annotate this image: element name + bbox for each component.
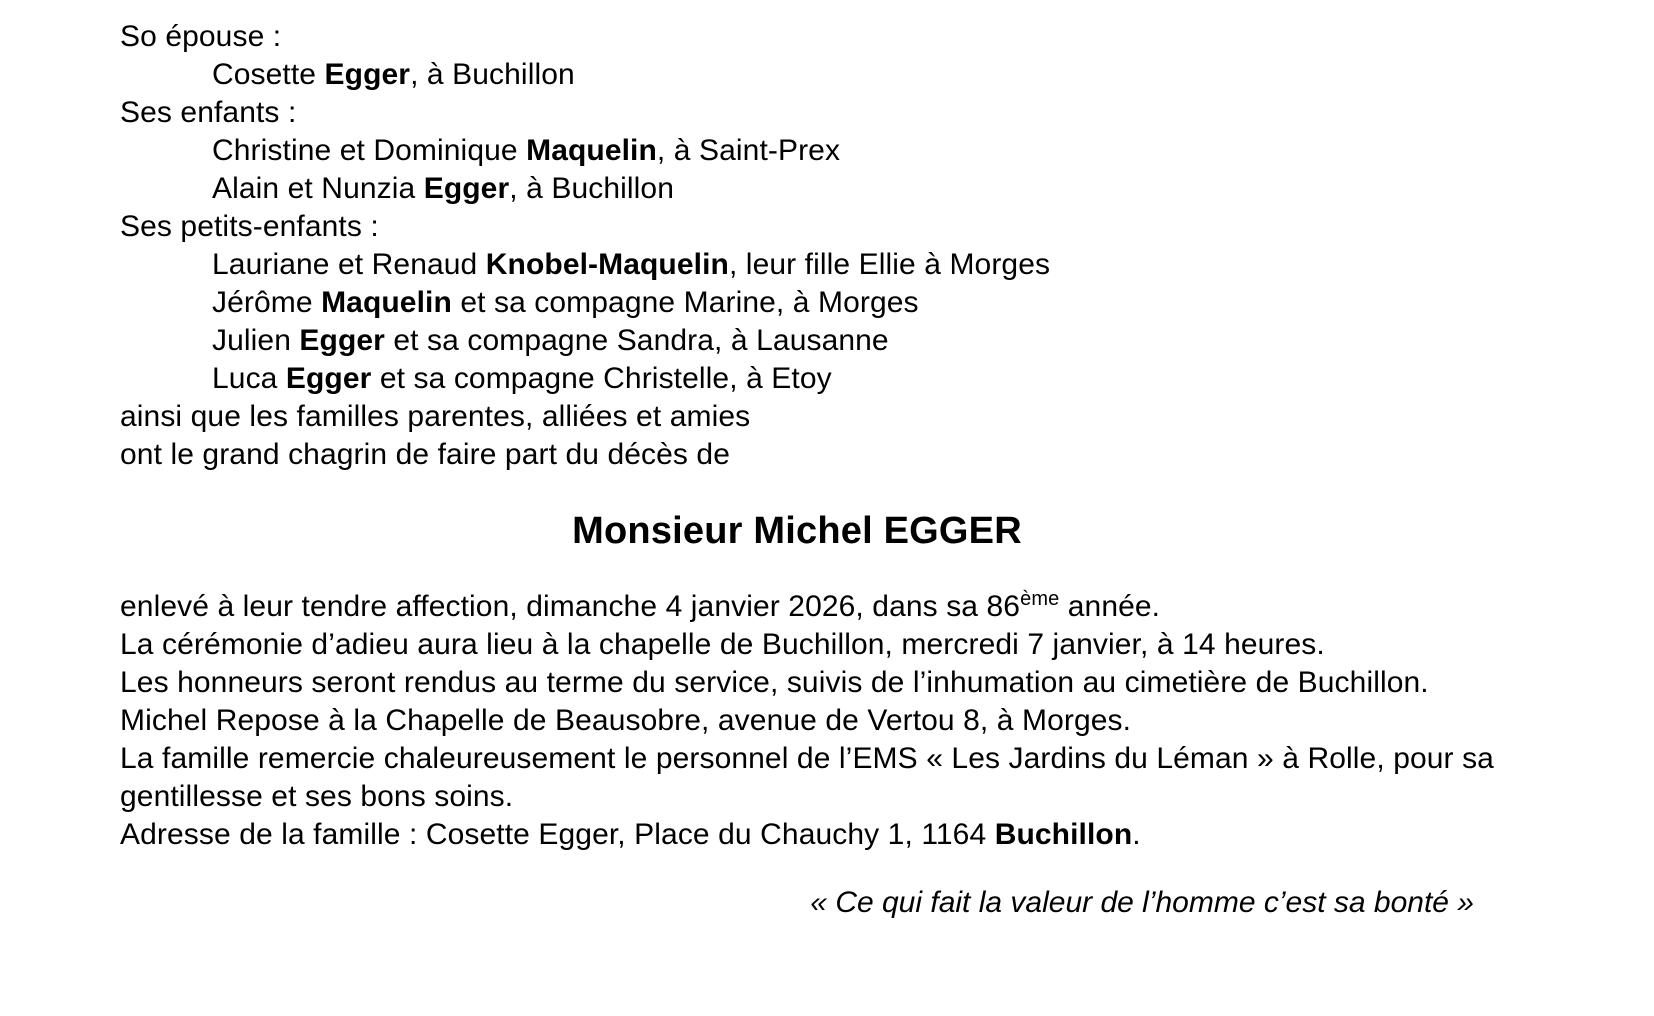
grandchild-surname: Egger <box>285 362 372 395</box>
grandchild-prefix: Luca <box>212 362 286 395</box>
spouse-entry-prefix: Cosette <box>212 58 325 91</box>
grandchild-suffix: et sa compagne Sandra, à Lausanne <box>384 324 889 357</box>
spouse-entry-suffix: , à Buchillon <box>410 58 575 91</box>
repose-line: Michel Repose à la Chapelle de Beausobre, avenue de Vertou 8, à Morges. <box>120 704 1132 737</box>
grandchild-prefix: Jérôme <box>212 286 322 319</box>
deceased-name: Monsieur Michel EGGER <box>572 510 1022 552</box>
grandchild-prefix: Lauriane et Renaud <box>212 248 486 281</box>
list-item <box>120 284 1534 322</box>
spacer <box>120 554 1534 588</box>
ceremony-line: La cérémonie d’adieu aura lieu à la chapelle de Buchillon, mercredi 7 janvier, à 14 heures. <box>120 628 1325 661</box>
list-item <box>120 132 1534 170</box>
closing-quote: « Ce qui fait la valeur de l’homme c’est sa bonté » <box>810 886 1474 919</box>
death-date-line <box>120 588 1534 626</box>
grandchild-suffix: , leur fille Ellie à Morges <box>728 248 1051 281</box>
death-date-suffix: année. <box>1059 590 1161 623</box>
spouse-entry <box>120 56 1534 94</box>
announcement-line: ont le grand chagrin de faire part du décès de <box>120 438 731 471</box>
spacer <box>120 854 1534 884</box>
spacer <box>120 474 1534 508</box>
child-suffix: , à Buchillon <box>509 172 674 205</box>
list-item <box>120 170 1534 208</box>
spouse-label: So épouse : <box>120 20 282 53</box>
family-address-line <box>120 816 1534 854</box>
grandchild-surname: Egger <box>299 324 385 357</box>
family-address-suffix: . <box>1132 818 1141 851</box>
list-item <box>120 322 1534 360</box>
list-item <box>120 360 1534 398</box>
grandchild-suffix: et sa compagne Marine, à Morges <box>451 286 919 319</box>
death-date-prefix: enlevé à leur tendre affection, dimanche 4 janvier 2026, dans sa 86 <box>120 590 1021 623</box>
child-prefix: Christine et Dominique <box>212 134 527 167</box>
thanks-line: La famille remercie chaleureusement le personnel de l’EMS « Les Jardins du Léman » à Rolle, pour sa gentillesse et ses bons soins. <box>120 742 1503 813</box>
grandchild-prefix: Julien <box>212 324 300 357</box>
families-line: ainsi que les familles parentes, alliées et amies <box>120 400 751 433</box>
spouse-entry-surname: Egger <box>324 58 411 91</box>
child-suffix: , à Saint-Prex <box>656 134 841 167</box>
children-label: Ses enfants : <box>120 96 297 129</box>
grandchild-surname: Knobel-Maquelin <box>485 248 729 281</box>
list-item <box>120 246 1534 284</box>
family-address-town: Buchillon <box>994 818 1133 851</box>
ordinal-suffix: ème <box>1020 588 1060 610</box>
honours-line: Les honneurs seront rendus au terme du service, suivis de l’inhumation au cimetière de Buchillon. <box>120 666 1429 699</box>
child-surname: Egger <box>423 172 510 205</box>
grandchild-surname: Maquelin <box>321 286 452 319</box>
grandchildren-label: Ses petits-enfants : <box>120 210 379 243</box>
child-surname: Maquelin <box>526 134 657 167</box>
grandchild-suffix: et sa compagne Christelle, à Etoy <box>371 362 832 395</box>
child-prefix: Alain et Nunzia <box>212 172 424 205</box>
family-address-prefix: Adresse de la famille : Cosette Egger, Place du Chauchy 1, 1164 <box>120 818 995 851</box>
